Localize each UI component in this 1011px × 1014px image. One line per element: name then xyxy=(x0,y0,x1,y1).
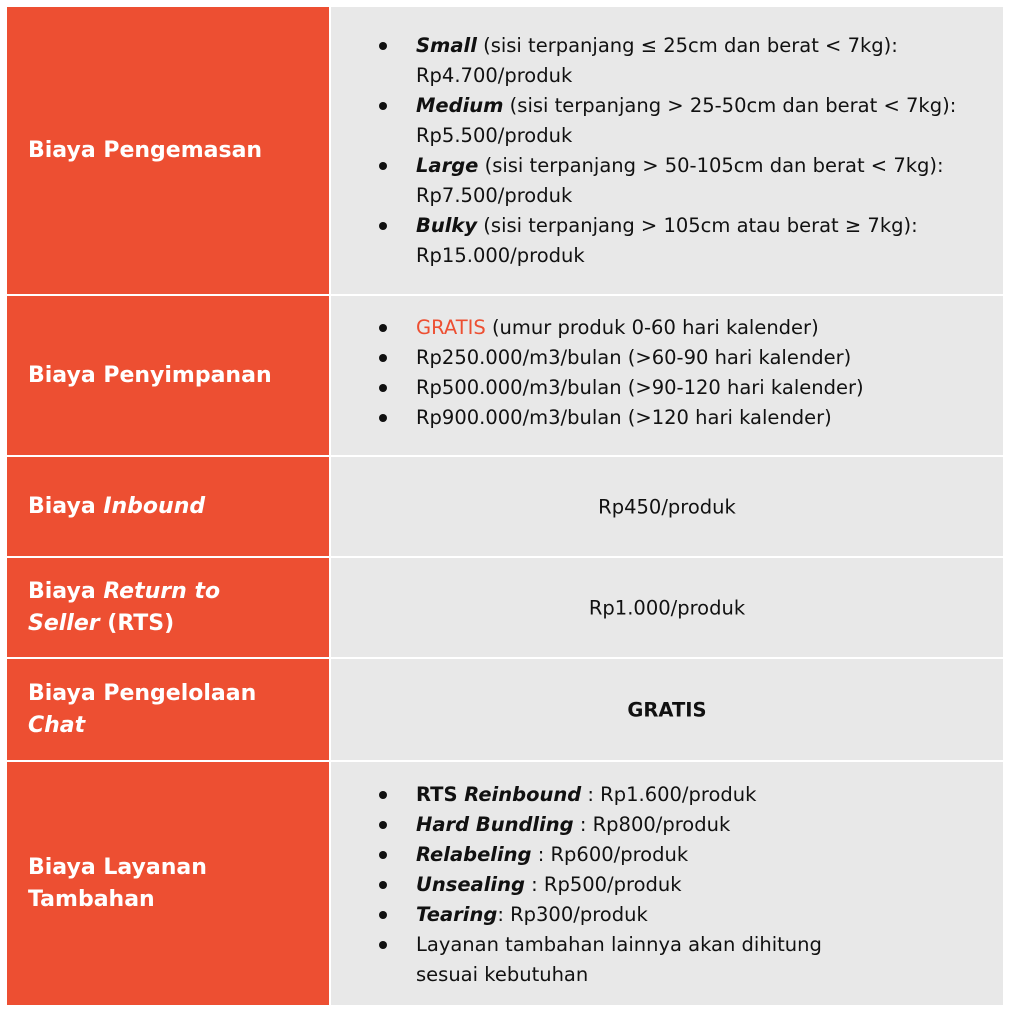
row-inbound-fee xyxy=(7,457,1003,556)
bullet-icon xyxy=(379,324,387,332)
row-additional-service-fee xyxy=(7,762,1003,1005)
list-item: Relabeling : Rp600/produk xyxy=(377,840,983,870)
row-storage-fee xyxy=(7,296,1003,455)
inbound-fee-label: Biaya Inbound xyxy=(7,457,329,556)
list-item: Hard Bundling : Rp800/produk xyxy=(377,810,983,840)
bullet-icon xyxy=(379,941,387,949)
list-item: Tearing: Rp300/produk xyxy=(377,900,983,930)
rts-fee-value: Rp1.000/produk xyxy=(331,558,1003,657)
bullet-icon xyxy=(379,911,387,919)
bullet-icon xyxy=(379,222,387,230)
packaging-fee-list xyxy=(377,31,983,271)
bullet-icon xyxy=(379,851,387,859)
rts-fee-label: Biaya Return to Seller (RTS) xyxy=(7,558,329,657)
chat-fee-value: GRATIS xyxy=(331,659,1003,760)
list-item: Rp250.000/m3/bulan (>60-90 hari kalender) xyxy=(377,343,983,373)
list-item: RTS Reinbound : Rp1.600/produk xyxy=(377,780,983,810)
inbound-fee-value: Rp450/produk xyxy=(331,457,1003,556)
additional-service-list xyxy=(377,780,983,990)
row-packaging-fee xyxy=(7,7,1003,294)
list-item: Rp900.000/m3/bulan (>120 hari kalender) xyxy=(377,403,983,433)
bullet-icon xyxy=(379,42,387,50)
packaging-fee-label: Biaya Pengemasan xyxy=(7,7,329,294)
list-item: Layanan tambahan lainnya akan dihitung sesuai kebutuhan xyxy=(377,930,983,990)
bullet-icon xyxy=(379,821,387,829)
storage-fee-label: Biaya Penyimpanan xyxy=(7,296,329,455)
list-item: GRATIS (umur produk 0-60 hari kalender) xyxy=(377,313,983,343)
storage-fee-value xyxy=(331,296,1003,455)
list-item: Medium (sisi terpanjang > 25-50cm dan berat < 7kg): Rp5.500/produk xyxy=(377,91,983,151)
row-rts-fee xyxy=(7,558,1003,657)
bullet-icon xyxy=(379,791,387,799)
list-item: Bulky (sisi terpanjang > 105cm atau berat ≥ 7kg): Rp15.000/produk xyxy=(377,211,983,271)
bullet-icon xyxy=(379,384,387,392)
bullet-icon xyxy=(379,881,387,889)
packaging-fee-value xyxy=(331,7,1003,294)
bullet-icon xyxy=(379,162,387,170)
bullet-icon xyxy=(379,102,387,110)
bullet-icon xyxy=(379,414,387,422)
storage-fee-list xyxy=(377,313,983,433)
chat-fee-label: Biaya Pengelolaan Chat xyxy=(7,659,329,760)
list-item: Small (sisi terpanjang ≤ 25cm dan berat < 7kg): Rp4.700/produk xyxy=(377,31,983,91)
list-item: Rp500.000/m3/bulan (>90-120 hari kalender) xyxy=(377,373,983,403)
additional-service-fee-label: Biaya Layanan Tambahan xyxy=(7,762,329,1005)
additional-service-fee-value xyxy=(331,762,1003,1005)
bullet-icon xyxy=(379,354,387,362)
list-item: Large (sisi terpanjang > 50-105cm dan berat < 7kg): Rp7.500/produk xyxy=(377,151,983,211)
list-item: Unsealing : Rp500/produk xyxy=(377,870,983,900)
row-chat-fee xyxy=(7,659,1003,760)
